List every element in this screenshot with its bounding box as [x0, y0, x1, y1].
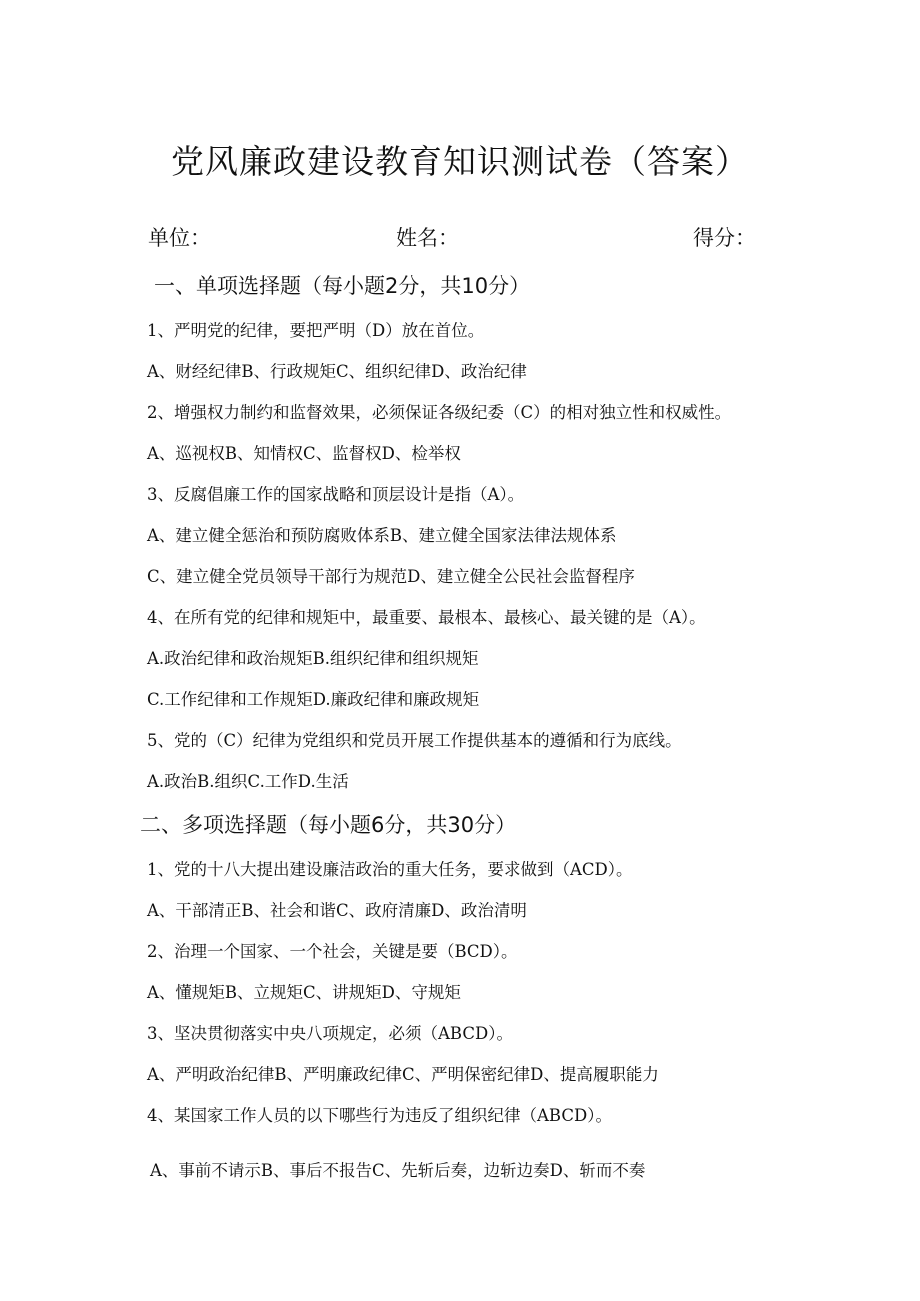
option-line: A、懂规矩B、立规矩C、讲规矩D、守规矩: [147, 983, 461, 1002]
question-line: 3、反腐倡廉工作的国家战略和顶层设计是指（A）。: [147, 485, 525, 504]
option-line: A、建立健全惩治和预防腐败体系B、建立健全国家法律法规体系: [147, 526, 617, 545]
document-title: 党风廉政建设教育知识测试卷（答案）: [171, 142, 749, 181]
option-line: C、建立健全党员领导干部行为规范D、建立健全公民社会监督程序: [147, 567, 635, 586]
question-line: 1、严明党的纪律，要把严明（D）放在首位。: [147, 321, 485, 340]
option-line: A.政治B.组织C.工作D.生活: [147, 772, 349, 791]
question-line: 1、党的十八大提出建设廉洁政治的重大任务，要求做到（ACD）。: [147, 860, 633, 879]
option-line: A、严明政治纪律B、严明廉政纪律C、严明保密纪律D、提高履职能力: [147, 1065, 659, 1084]
score-label: 得分：: [693, 226, 756, 250]
question-line: 2、增强权力制约和监督效果，必须保证各级纪委（C）的相对独立性和权威性。: [147, 403, 732, 422]
option-line: A、干部清正B、社会和谐C、政府清廉D、政治清明: [147, 901, 527, 920]
name-label: 姓名：: [396, 226, 459, 250]
section-heading-multiple-choice: 二、多项选择题（每小题6分，共30分）: [140, 813, 517, 837]
question-line: 5、党的（C）纪律为党组织和党员开展工作提供基本的遵循和行为底线。: [147, 731, 682, 750]
question-line: 4、在所有党的纪律和规矩中，最重要、最根本、最核心、最关键的是（A）。: [147, 608, 706, 627]
option-line: A、财经纪律B、行政规矩C、组织纪律D、政治纪律: [147, 362, 527, 381]
unit-label: 单位：: [148, 226, 211, 250]
option-line: A.政治纪律和政治规矩B.组织纪律和组织规矩: [147, 649, 479, 668]
question-line: 4、某国家工作人员的以下哪些行为违反了组织纪律（ABCD）。: [147, 1106, 612, 1125]
option-line: A、事前不请示B、事后不报告C、先斩后奏，边斩边奏D、斩而不奏: [150, 1161, 646, 1180]
option-line: A、巡视权B、知情权C、监督权D、检举权: [147, 444, 461, 463]
section-heading-single-choice: 一、单项选择题（每小题2分，共10分）: [154, 274, 531, 298]
question-line: 2、治理一个国家、一个社会，关键是要（BCD）。: [147, 942, 518, 961]
option-line: C.工作纪律和工作规矩D.廉政纪律和廉政规矩: [147, 690, 480, 709]
question-line: 3、坚决贯彻落实中央八项规定，必须（ABCD）。: [147, 1024, 513, 1043]
